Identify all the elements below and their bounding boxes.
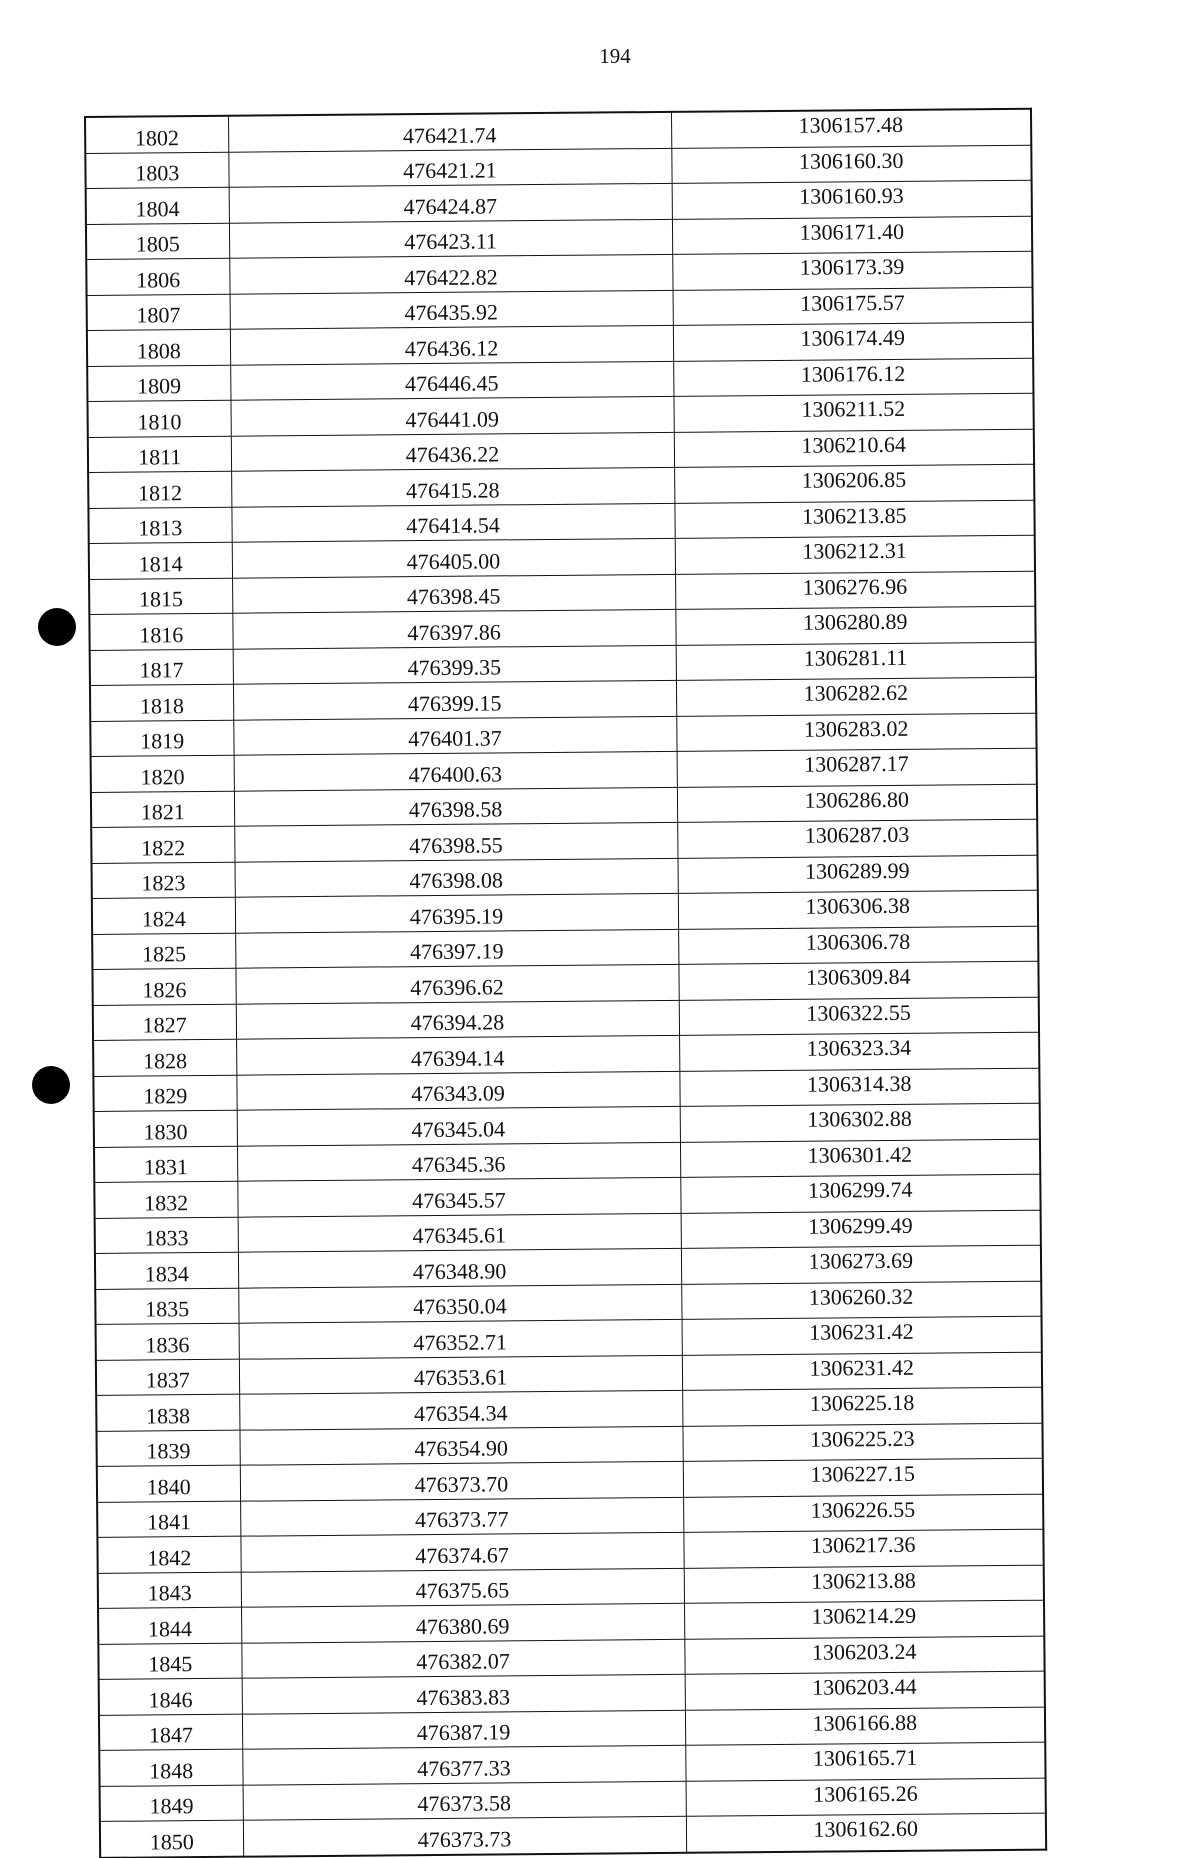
- point-id-cell: 1810: [87, 400, 230, 437]
- x-coordinate-cell: 476354.34: [239, 1390, 682, 1429]
- x-coordinate-cell: 476383.83: [242, 1674, 685, 1713]
- point-id-cell: 1839: [96, 1430, 239, 1467]
- y-coordinate-cell: 1306160.93: [672, 180, 1032, 219]
- y-coordinate-cell: 1306287.17: [677, 748, 1037, 787]
- x-coordinate-cell: 476354.90: [239, 1426, 682, 1465]
- point-id-cell: 1823: [92, 862, 235, 899]
- y-coordinate-cell: 1306173.39: [672, 251, 1032, 290]
- x-coordinate-cell: 476446.45: [230, 361, 673, 400]
- point-id-cell: 1838: [96, 1394, 239, 1431]
- x-coordinate-cell: 476435.92: [230, 290, 673, 329]
- y-coordinate-cell: 1306299.49: [681, 1210, 1041, 1249]
- x-coordinate-cell: 476422.82: [229, 254, 672, 293]
- x-coordinate-cell: 476400.63: [234, 751, 677, 790]
- point-id-cell: 1832: [94, 1181, 237, 1218]
- x-coordinate-cell: 476345.61: [238, 1213, 681, 1252]
- point-id-cell: 1846: [99, 1678, 242, 1715]
- point-id-cell: 1845: [98, 1643, 241, 1680]
- x-coordinate-cell: 476373.58: [243, 1781, 686, 1820]
- x-coordinate-cell: 476414.54: [231, 503, 674, 542]
- y-coordinate-cell: 1306260.32: [681, 1281, 1041, 1320]
- x-coordinate-cell: 476436.22: [231, 432, 674, 471]
- point-id-cell: 1824: [92, 897, 235, 934]
- x-coordinate-cell: 476345.36: [237, 1142, 680, 1181]
- point-id-cell: 1809: [87, 365, 230, 402]
- y-coordinate-cell: 1306287.03: [677, 819, 1037, 858]
- y-coordinate-cell: 1306282.62: [676, 677, 1036, 716]
- y-coordinate-cell: 1306225.18: [682, 1387, 1042, 1426]
- x-coordinate-cell: 476398.45: [232, 574, 675, 613]
- y-coordinate-cell: 1306231.42: [682, 1352, 1042, 1391]
- point-id-cell: 1818: [90, 684, 233, 721]
- point-id-cell: 1833: [95, 1217, 238, 1254]
- coordinates-table: [84, 108, 1047, 1858]
- punch-hole-mark: [32, 1066, 70, 1104]
- point-id-cell: 1844: [98, 1607, 241, 1644]
- y-coordinate-cell: 1306306.78: [678, 926, 1038, 965]
- point-id-cell: 1840: [97, 1465, 240, 1502]
- x-coordinate-cell: 476377.33: [242, 1745, 685, 1784]
- x-coordinate-cell: 476399.35: [233, 645, 676, 684]
- y-coordinate-cell: 1306166.88: [685, 1707, 1045, 1746]
- x-coordinate-cell: 476415.28: [231, 467, 674, 506]
- y-coordinate-cell: 1306322.55: [679, 997, 1039, 1036]
- x-coordinate-cell: 476405.00: [232, 538, 675, 577]
- x-coordinate-cell: 476395.19: [235, 893, 678, 932]
- y-coordinate-cell: 1306276.96: [675, 571, 1035, 610]
- x-coordinate-cell: 476343.09: [236, 1071, 679, 1110]
- point-id-cell: 1847: [99, 1714, 242, 1751]
- point-id-cell: 1803: [85, 152, 228, 189]
- x-coordinate-cell: 476401.37: [233, 716, 676, 755]
- y-coordinate-cell: 1306283.02: [676, 713, 1036, 752]
- y-coordinate-cell: 1306281.11: [676, 642, 1036, 681]
- y-coordinate-cell: 1306203.24: [684, 1636, 1044, 1675]
- x-coordinate-cell: 476397.19: [235, 929, 678, 968]
- y-coordinate-cell: 1306165.26: [686, 1778, 1046, 1817]
- point-id-cell: 1828: [93, 1039, 236, 1076]
- x-coordinate-cell: 476350.04: [238, 1284, 681, 1323]
- x-coordinate-cell: 476353.61: [239, 1355, 682, 1394]
- point-id-cell: 1849: [100, 1785, 243, 1822]
- x-coordinate-cell: 476396.62: [235, 964, 678, 1003]
- point-id-cell: 1834: [95, 1252, 238, 1289]
- y-coordinate-cell: 1306226.55: [683, 1494, 1043, 1533]
- point-id-cell: 1848: [99, 1749, 242, 1786]
- x-coordinate-cell: 476398.55: [234, 822, 677, 861]
- y-coordinate-cell: 1306213.88: [684, 1565, 1044, 1604]
- point-id-cell: 1807: [87, 294, 230, 331]
- y-coordinate-cell: 1306171.40: [672, 216, 1032, 255]
- point-id-cell: 1843: [98, 1572, 241, 1609]
- x-coordinate-cell: 476441.09: [230, 396, 673, 435]
- point-id-cell: 1829: [93, 1075, 236, 1112]
- y-coordinate-cell: 1306212.31: [675, 535, 1035, 574]
- point-id-cell: 1808: [87, 329, 230, 366]
- y-coordinate-cell: 1306273.69: [681, 1245, 1041, 1284]
- x-coordinate-cell: 476352.71: [239, 1319, 682, 1358]
- point-id-cell: 1822: [91, 826, 234, 863]
- x-coordinate-cell: 476423.11: [229, 219, 672, 258]
- y-coordinate-cell: 1306306.38: [678, 890, 1038, 929]
- point-id-cell: 1825: [92, 933, 235, 970]
- y-coordinate-cell: 1306309.84: [678, 961, 1038, 1000]
- coordinates-table-body: [85, 109, 1046, 1858]
- y-coordinate-cell: 1306174.49: [673, 322, 1033, 361]
- point-id-cell: 1811: [88, 436, 231, 473]
- x-coordinate-cell: 476397.86: [232, 609, 675, 648]
- point-id-cell: 1842: [97, 1536, 240, 1573]
- punch-hole-mark: [38, 608, 76, 646]
- y-coordinate-cell: 1306175.57: [673, 287, 1033, 326]
- x-coordinate-cell: 476375.65: [241, 1568, 684, 1607]
- y-coordinate-cell: 1306214.29: [684, 1600, 1044, 1639]
- point-id-cell: 1805: [86, 223, 229, 260]
- y-coordinate-cell: 1306299.74: [680, 1174, 1040, 1213]
- point-id-cell: 1819: [90, 720, 233, 757]
- y-coordinate-cell: 1306162.60: [686, 1813, 1046, 1852]
- y-coordinate-cell: 1306323.34: [679, 1032, 1039, 1071]
- x-coordinate-cell: 476382.07: [241, 1639, 684, 1678]
- y-coordinate-cell: 1306210.64: [674, 429, 1034, 468]
- x-coordinate-cell: 476345.04: [237, 1106, 680, 1145]
- point-id-cell: 1812: [88, 471, 231, 508]
- y-coordinate-cell: 1306225.23: [682, 1423, 1042, 1462]
- y-coordinate-cell: 1306211.52: [673, 393, 1033, 432]
- x-coordinate-cell: 476373.77: [240, 1497, 683, 1536]
- x-coordinate-cell: 476380.69: [241, 1603, 684, 1642]
- x-coordinate-cell: 476387.19: [242, 1710, 685, 1749]
- y-coordinate-cell: 1306314.38: [679, 1068, 1039, 1107]
- point-id-cell: 1830: [94, 1110, 237, 1147]
- point-id-cell: 1850: [100, 1820, 243, 1857]
- y-coordinate-cell: 1306280.89: [675, 606, 1035, 645]
- y-coordinate-cell: 1306217.36: [683, 1529, 1043, 1568]
- page-number: 194: [599, 44, 631, 68]
- y-coordinate-cell: 1306206.85: [674, 464, 1034, 503]
- x-coordinate-cell: 476436.12: [230, 325, 673, 364]
- x-coordinate-cell: 476394.28: [236, 1000, 679, 1039]
- x-coordinate-cell: 476374.67: [240, 1532, 683, 1571]
- point-id-cell: 1817: [90, 649, 233, 686]
- y-coordinate-cell: 1306213.85: [674, 500, 1034, 539]
- x-coordinate-cell: 476373.73: [243, 1816, 686, 1856]
- point-id-cell: 1804: [86, 187, 229, 224]
- x-coordinate-cell: 476399.15: [233, 680, 676, 719]
- y-coordinate-cell: 1306157.48: [671, 109, 1031, 148]
- y-coordinate-cell: 1306231.42: [682, 1316, 1042, 1355]
- y-coordinate-cell: 1306227.15: [683, 1458, 1043, 1497]
- x-coordinate-cell: 476373.70: [240, 1461, 683, 1500]
- point-id-cell: 1826: [92, 968, 235, 1005]
- x-coordinate-cell: 476421.21: [228, 148, 671, 187]
- point-id-cell: 1813: [88, 507, 231, 544]
- x-coordinate-cell: 476398.58: [234, 787, 677, 826]
- x-coordinate-cell: 476348.90: [238, 1248, 681, 1287]
- x-coordinate-cell: 476398.08: [235, 858, 678, 897]
- y-coordinate-cell: 1306301.42: [680, 1139, 1040, 1178]
- y-coordinate-cell: 1306286.80: [677, 784, 1037, 823]
- point-id-cell: 1836: [96, 1323, 239, 1360]
- y-coordinate-cell: 1306165.71: [685, 1742, 1045, 1781]
- point-id-cell: 1820: [91, 755, 234, 792]
- point-id-cell: 1841: [97, 1501, 240, 1538]
- point-id-cell: 1821: [91, 791, 234, 828]
- x-coordinate-cell: 476424.87: [229, 183, 672, 222]
- point-id-cell: 1802: [85, 116, 228, 153]
- point-id-cell: 1815: [89, 578, 232, 615]
- y-coordinate-cell: 1306160.30: [671, 145, 1031, 184]
- table-row: [100, 1813, 1046, 1857]
- point-id-cell: 1816: [89, 613, 232, 650]
- coordinates-table-wrapper: [84, 108, 1045, 1858]
- y-coordinate-cell: 1306302.88: [680, 1103, 1040, 1142]
- y-coordinate-cell: 1306176.12: [673, 358, 1033, 397]
- y-coordinate-cell: 1306289.99: [677, 855, 1037, 894]
- point-id-cell: 1827: [93, 1004, 236, 1041]
- x-coordinate-cell: 476345.57: [237, 1177, 680, 1216]
- x-coordinate-cell: 476394.14: [236, 1035, 679, 1074]
- x-coordinate-cell: 476421.74: [228, 112, 671, 152]
- point-id-cell: 1831: [94, 1146, 237, 1183]
- point-id-cell: 1835: [95, 1288, 238, 1325]
- y-coordinate-cell: 1306203.44: [685, 1671, 1045, 1710]
- point-id-cell: 1806: [86, 258, 229, 295]
- point-id-cell: 1814: [89, 542, 232, 579]
- point-id-cell: 1837: [96, 1359, 239, 1396]
